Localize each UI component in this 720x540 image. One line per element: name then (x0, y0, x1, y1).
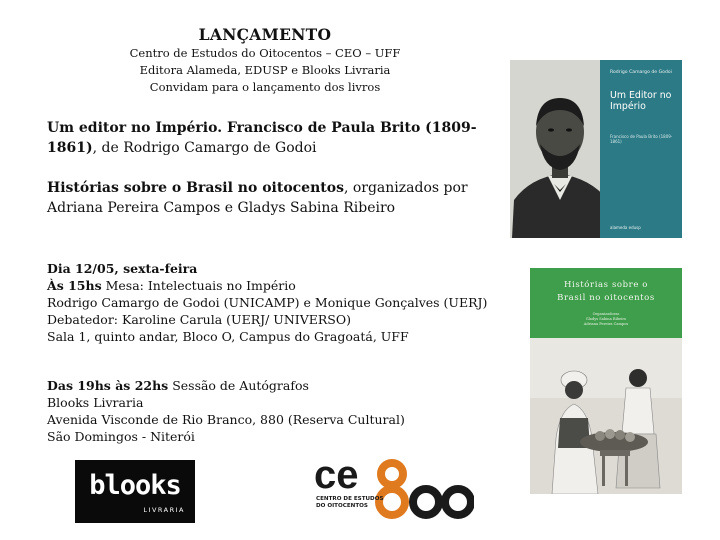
vendors-photo-illustration (530, 338, 682, 494)
book1-cover (510, 60, 682, 238)
svg-text:ce: ce (314, 454, 359, 497)
organizer-line: Centro de Estudos do Oitocentos – CEO – UFF (129, 46, 401, 60)
cover1-title: Um Editor no Império (610, 90, 672, 112)
event-room: Sala 1, quinto andar, Bloco O, Campus do Gragoatá, UFF (47, 329, 409, 344)
cover2-green-band (530, 268, 682, 338)
cover2-org-name2: Adriana Pereira Campos (583, 322, 629, 326)
cover2-organizers (536, 312, 676, 327)
panel-time: Às 15hs (47, 278, 102, 293)
event-title: LANÇAMENTO (198, 25, 332, 44)
ceo-logo-subtitle: CENTRO DE ESTUDOS DO OITOCENTOS (316, 496, 384, 509)
book2-description (47, 178, 497, 218)
cover2-title-line1: Histórias sobre o (564, 280, 648, 290)
book1-description (47, 118, 497, 158)
book2-organizers: , organizados por Adriana Pereira Campos e Gladys Sabina Ribeiro (47, 180, 468, 216)
invitation-line: Convidam para o lançamento dos livros (149, 80, 381, 94)
signing-label: Sessão de Autógrafos (168, 378, 309, 393)
cover1-teal-panel (600, 60, 682, 238)
signing-time: Das 19hs às 22hs (47, 378, 169, 393)
book2-title: Histórias sobre o Brasil no oitocentos (47, 180, 344, 196)
publishers-line: Editora Alameda, EDUSP e Blooks Livraria (139, 63, 391, 77)
book1-title: Um editor no Império. Francisco de Paula Brito (1809-1861) (47, 120, 477, 156)
event-details (47, 260, 497, 345)
panel-topic: Mesa: Intelectuais no Império (101, 278, 296, 293)
ceo-logo-800-mark (314, 454, 474, 526)
cover1-subtitle: Francisco de Paula Brito (1809-1861) (610, 134, 673, 144)
cover2-org-label: Organizadoras (592, 312, 620, 316)
ceo-logo (314, 454, 474, 526)
cover1-author: Rodrigo Camargo de Godoi (610, 70, 672, 75)
cover1-publisher-logos: alameda edusp (610, 225, 641, 230)
cover2-title-line2: Brasil no oitocentos (557, 293, 655, 303)
panel-debater: Debatedor: Karoline Carula (UERJ/ UNIVERSO) (47, 312, 351, 327)
blooks-logo-subtitle: LIVRARIA (143, 506, 185, 514)
signing-city: São Domingos - Niterói (47, 429, 195, 444)
book1-author: , de Rodrigo Camargo de Godoi (92, 140, 317, 156)
signing-venue: Blooks Livraria (47, 395, 144, 410)
event-date: Dia 12/05, sexta-feira (47, 261, 198, 276)
signing-details (47, 377, 497, 445)
blooks-logo (75, 460, 195, 523)
book2-cover (530, 268, 682, 494)
panel-speakers: Rodrigo Camargo de Godoi (UNICAMP) e Monique Gonçalves (UERJ) (47, 295, 488, 310)
cover2-org-name1: Gladys Sabina Ribeiro (585, 317, 627, 321)
portrait-illustration (510, 60, 610, 238)
cover2-title (536, 279, 676, 305)
blooks-logo-word: blooks (89, 470, 181, 501)
signing-address: Avenida Visconde de Rio Branco, 880 (Reserva Cultural) (47, 412, 405, 427)
